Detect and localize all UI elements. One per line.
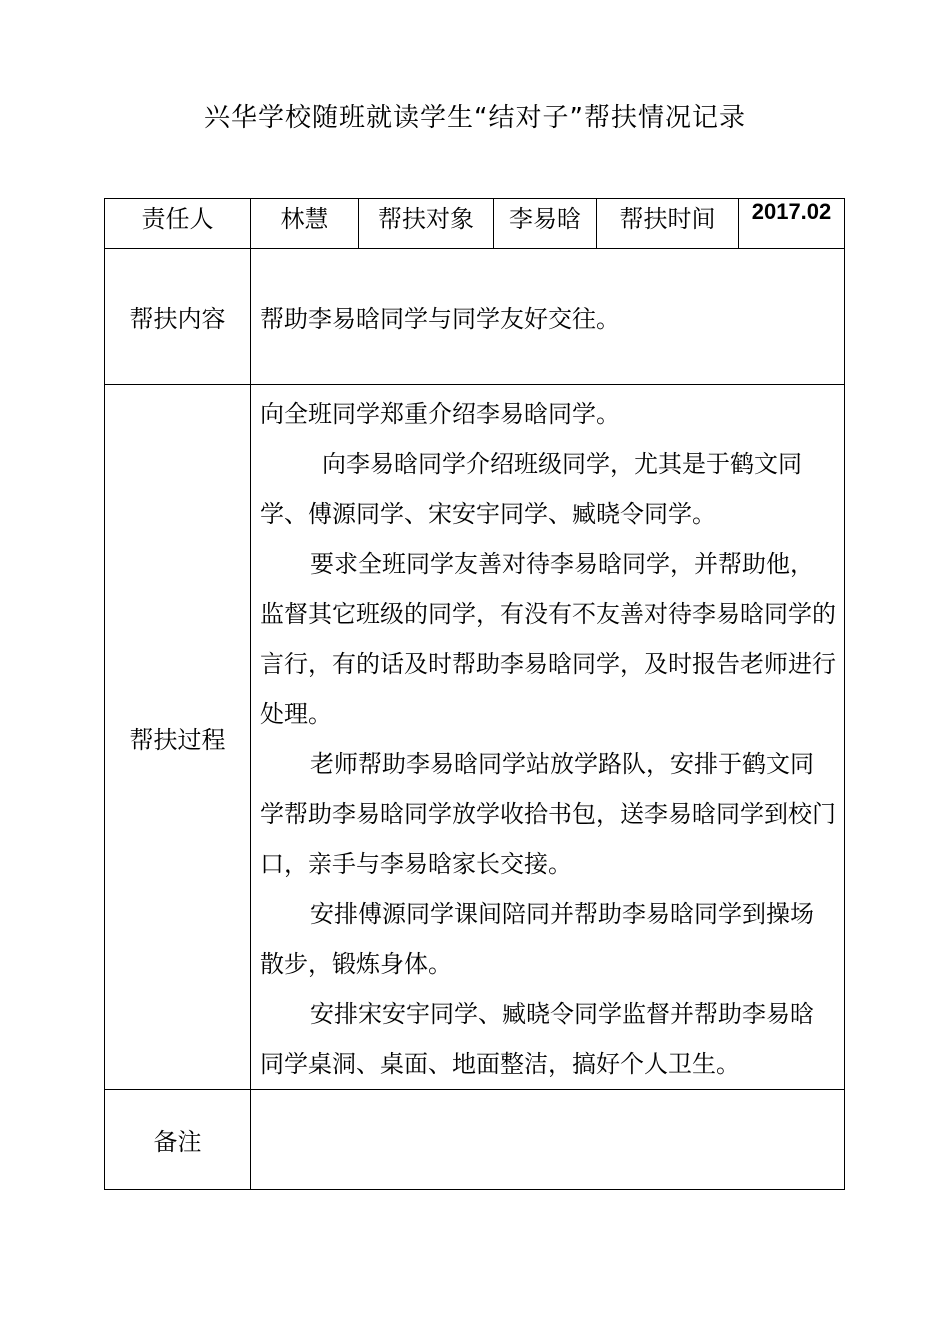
time-value: 2017.02 [739, 199, 845, 249]
process-paragraph: 要求全班同学友善对待李易晗同学，并帮助他，监督其它班级的同学，有没有不友善对待李易晗同学的言行，有的话及时帮助李易晗同学，及时报告老师进行处理。 [260, 550, 836, 728]
remark-row [105, 1090, 845, 1190]
process-paragraph: 老师帮助李易晗同学站放学路队，安排于鹤文同学帮助李易晗同学放学收拾书包，送李易晗同学到校门口，亲手与李易晗家长交接。 [260, 750, 836, 878]
process-row [105, 385, 845, 1090]
content-row [105, 249, 845, 385]
remark-text [251, 1090, 845, 1190]
remark-label: 备注 [105, 1090, 251, 1190]
content-text: 帮助李易晗同学与同学友好交往。 [251, 249, 845, 385]
target-label: 帮扶对象 [359, 199, 494, 249]
process-paragraph: 向李易晗同学介绍班级同学，尤其是于鹤文同学、傅源同学、宋安宇同学、臧晓令同学。 [260, 450, 802, 528]
target-value: 李易晗 [494, 199, 597, 249]
page-title: 兴华学校随班就读学生“结对子”帮扶情况记录 [204, 103, 746, 133]
process-paragraph: 向全班同学郑重介绍李易晗同学。 [260, 400, 620, 428]
process-label: 帮扶过程 [105, 385, 251, 1090]
record-table [104, 198, 845, 1190]
content-label: 帮扶内容 [105, 249, 251, 385]
process-text [251, 385, 845, 1090]
process-paragraph: 安排傅源同学课间陪同并帮助李易晗同学到操场散步，锻炼身体。 [260, 900, 814, 978]
time-label: 帮扶时间 [597, 199, 739, 249]
table-header-row [105, 199, 845, 249]
process-paragraph: 安排宋安宇同学、臧晓令同学监督并帮助李易晗同学桌洞、桌面、地面整洁，搞好个人卫生。 [260, 1000, 814, 1078]
responsible-value: 林慧 [251, 199, 359, 249]
responsible-label: 责任人 [105, 199, 251, 249]
